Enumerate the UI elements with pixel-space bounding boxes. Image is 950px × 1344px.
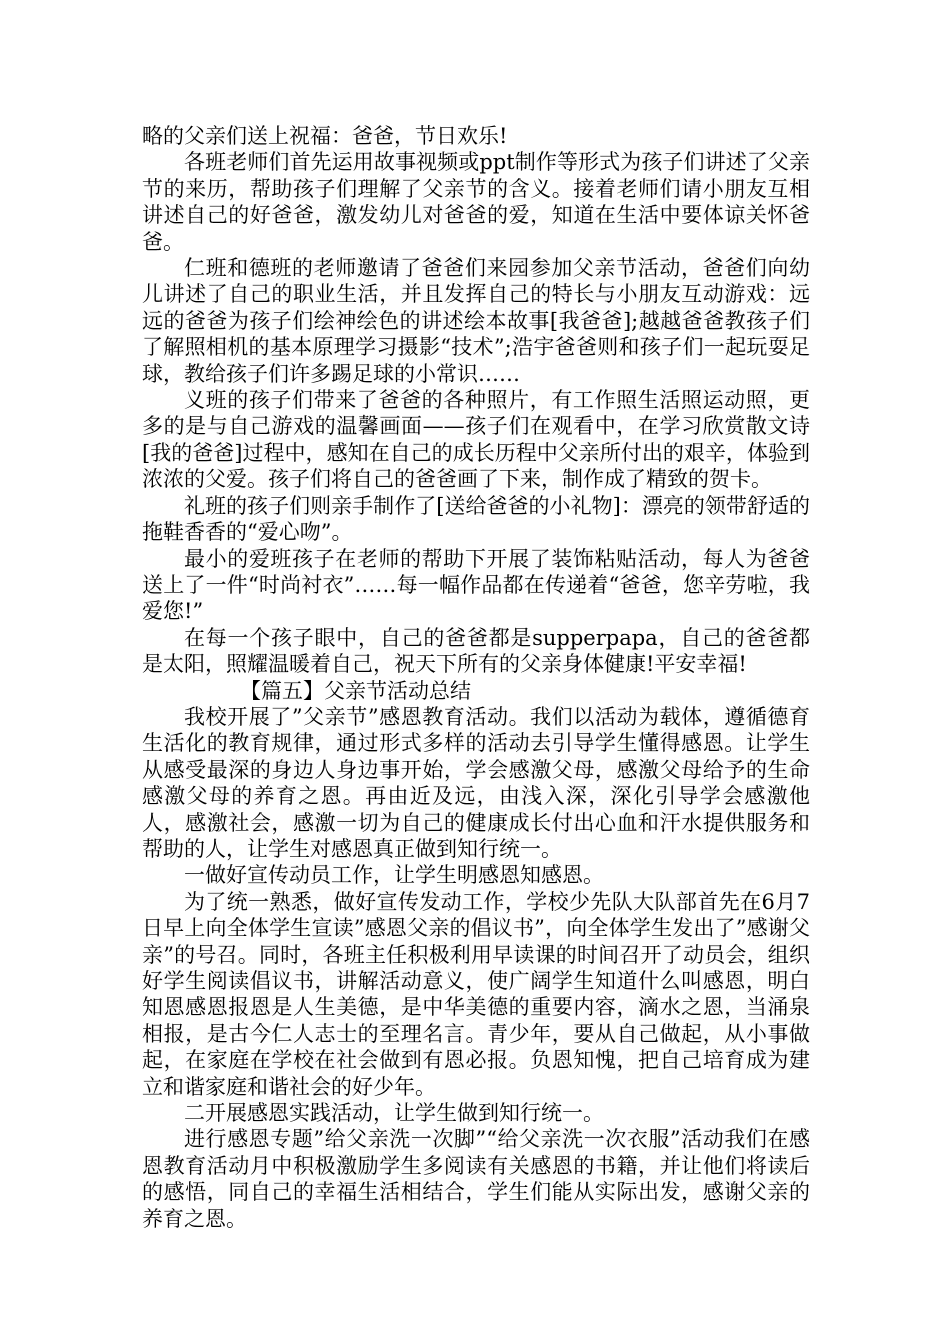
subheading-paragraph: 一做好宣传动员工作，让学生明感恩知感恩。 — [184, 863, 604, 888]
section-heading: 【篇五】父亲节活动总结 — [240, 678, 471, 703]
paragraph: 各班老师们首先运用故事视频或ppt制作等形式为孩子们讲述了父亲节的来历，帮助孩子们理解了父亲节的含义。接着老师们请小朋友互相讲述自己的好爸爸，激发幼儿对爸爸的爱，知道在生活中要体谅关怀爸爸。 — [142, 150, 810, 254]
paragraph: 为了统一熟悉，做好宣传发动工作，学校少先队大队部首先在6月7日早上向全体学生宣读”感恩父亲的倡议书”，向全体学生发出了”感谢父亲”的号召。同时，各班主任积极利用早读课的时间召开了动员会，组织好学生阅读倡议书，讲解活动意义，使广阔学生知道什么叫感恩，明白知恩感恩报恩是人生美德，是中华美德的重要内容，滴水之恩，当涌泉相报，是古今仁人志士的至理名言。青少年，要从自己做起，从小事做起，在家庭在学校在社会做到有恩必报。负恩知愧，把自己培育成为建立和谐家庭和谐社会的好少年。 — [142, 889, 810, 1099]
paragraph: 略的父亲们送上祝福：爸爸，节日欢乐! — [142, 124, 508, 148]
paragraph: 礼班的孩子们则亲手制作了[送给爸爸的小礼物]：漂亮的领带舒适的拖鞋香香的“爱心吻”。 — [142, 493, 810, 545]
paragraph: 进行感恩专题”给父亲洗一次脚”“给父亲洗一次衣服”活动我们在感恩教育活动月中积极激励学生多阅读有关感恩的书籍，并让他们将读后的感悟，同自己的幸福生活相结合，学生们能从实际出发，感谢父亲的养育之恩。 — [142, 1127, 810, 1231]
paragraph: 我校开展了”父亲节”感恩教育活动。我们以活动为载体，遵循德育生活化的教育规律，通过形式多样的活动去引导学生懂得感恩。让学生从感受最深的身边人身边事开始，学会感激父母，感激父母给予的生命感激父母的养育之恩。再由近及远，由浅入深，深化引导学会感激他人，感激社会，感激一切为自己的健康成长付出心血和汗水提供服务和帮助的人，让学生对感恩真正做到知行统一。 — [142, 704, 810, 861]
document-body — [142, 123, 810, 1232]
paragraph: 在每一个孩子眼中，自己的爸爸都是supperpapa，自己的爸爸都是太阳，照耀温暖着自己，祝天下所有的父亲身体健康!平安幸福! — [142, 625, 810, 677]
paragraph: 义班的孩子们带来了爸爸的各种照片，有工作照生活照运动照，更多的是与自己游戏的温馨画面——孩子们在观看中，在学习欣赏散文诗[我的爸爸]过程中，感知在自己的成长历程中父亲所付出的艰辛，体验到浓浓的父爱。孩子们将自己的爸爸画了下来，制作成了精致的贺卡。 — [142, 388, 810, 492]
paragraph: 最小的爱班孩子在老师的帮助下开展了装饰粘贴活动，每人为爸爸送上了一件“时尚衬衣”……每一幅作品都在传递着“爸爸，您辛劳啦，我爱您!” — [142, 546, 810, 624]
subheading-paragraph: 二开展感恩实践活动，让学生做到知行统一。 — [184, 1101, 604, 1126]
paragraph: 仁班和德班的老师邀请了爸爸们来园参加父亲节活动，爸爸们向幼儿讲述了自己的职业生活，并且发挥自己的特长与小朋友互动游戏：远远的爸爸为孩子们绘神绘色的讲述绘本故事[我爸爸];越越爸爸教孩子们了解照相机的基本原理学习摄影“技术”;浩宇爸爸则和孩子们一起玩耍足球，教给孩子们许多踢足球的小常识…… — [142, 256, 810, 386]
